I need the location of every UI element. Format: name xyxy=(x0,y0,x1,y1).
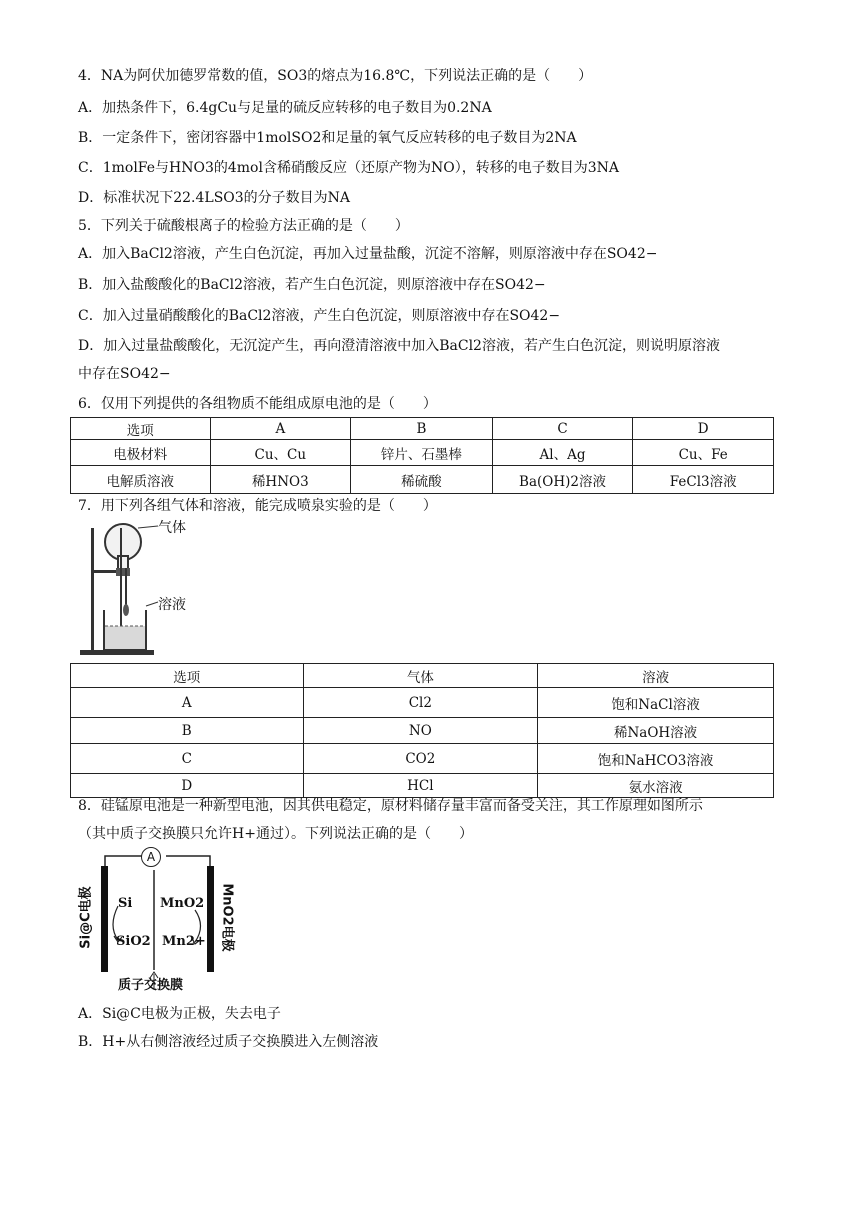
q4-option-d: D．标准状况下22.4LSO3的分子数目为NA xyxy=(78,190,351,206)
q6-cell: Ba(OH)2溶液 xyxy=(492,466,633,494)
q8-stem-line2: （其中质子交换膜只允许H+通过）。下列说法正确的是（ ） xyxy=(78,826,473,842)
q4-option-c: C．1molFe与HNO3的4mol含稀硝酸反应（还原产物为NO），转移的电子数目为3NA xyxy=(78,160,619,176)
q7-cell: CO2 xyxy=(303,744,538,774)
gas-label: 气体 xyxy=(158,520,186,536)
q6-cell: Al、Ag xyxy=(492,440,633,466)
q7-cell: HCl xyxy=(303,774,538,798)
q7-cell: 气体 xyxy=(303,664,538,688)
q7-table xyxy=(70,663,774,798)
q5-stem: 5．下列关于硫酸根离子的检验方法正确的是（ ） xyxy=(78,218,409,234)
q6-stem: 6．仅用下列提供的各组物质不能组成原电池的是（ ） xyxy=(78,396,437,412)
q6-cell: A xyxy=(210,418,351,440)
q6-cell: Cu、Cu xyxy=(210,440,351,466)
q5-option-a: A．加入BaCl2溶液，产生白色沉淀，再加入过量盐酸，沉淀不溶解，则原溶液中存在SO42− xyxy=(78,246,658,262)
q6-cell: 稀硫酸 xyxy=(351,466,493,494)
q6-cell: 电极材料 xyxy=(71,440,211,466)
ammeter-label: A xyxy=(146,850,156,864)
membrane-label: 质子交换膜 xyxy=(118,978,184,993)
q4-stem: 4．NA为阿伏加德罗常数的值，SO3的熔点为16.8℃，下列说法正确的是（ ） xyxy=(78,68,593,84)
q6-cell: 选项 xyxy=(71,418,211,440)
q6-cell: 稀HNO3 xyxy=(210,466,351,494)
q8-stem-line1: 8．硅锰原电池是一种新型电池，因其供电稳定，原材料储存量丰富而备受关注，其工作原理如图所示 xyxy=(78,798,703,814)
si-label: Si xyxy=(118,896,133,911)
q6-cell: B xyxy=(351,418,493,440)
q7-cell: B xyxy=(71,718,304,744)
q6-cell: 电解质溶液 xyxy=(71,466,211,494)
q6-cell: D xyxy=(633,418,774,440)
q7-cell: 稀NaOH溶液 xyxy=(538,718,774,744)
q7-cell: 饱和NaHCO3溶液 xyxy=(538,744,774,774)
q7-cell: 溶液 xyxy=(538,664,774,688)
mno2-label: MnO2 xyxy=(160,896,205,911)
q7-cell: NO xyxy=(303,718,538,744)
q6-table xyxy=(70,417,774,494)
q5-option-b: B．加入盐酸酸化的BaCl2溶液，若产生白色沉淀，则原溶液中存在SO42− xyxy=(78,277,546,293)
q8-option-b: B．H+从右侧溶液经过质子交换膜进入左侧溶液 xyxy=(78,1034,379,1050)
q5-option-c: C．加入过量硝酸酸化的BaCl2溶液，产生白色沉淀，则原溶液中存在SO42− xyxy=(78,308,561,324)
q7-cell: 选项 xyxy=(71,664,304,688)
q4-option-a: A．加热条件下，6.4gCu与足量的硫反应转移的电子数目为0.2NA xyxy=(78,100,492,116)
q7-cell: D xyxy=(71,774,304,798)
q6-cell: C xyxy=(492,418,633,440)
q6-cell: FeCl3溶液 xyxy=(633,466,774,494)
sio2-label: SiO2 xyxy=(116,934,151,949)
ammeter xyxy=(141,847,161,867)
q7-stem: 7．用下列各组气体和溶液，能完成喷泉实验的是（ ） xyxy=(78,498,437,514)
solution-label: 溶液 xyxy=(158,597,186,613)
q5-option-d-line1: D．加入过量盐酸酸化，无沉淀产生，再向澄清溶液中加入BaCl2溶液，若产生白色沉淀，则说明原溶液 xyxy=(78,338,720,354)
fountain-apparatus-figure xyxy=(74,518,188,660)
q8-option-a: A．Si@C电极为正极，失去电子 xyxy=(78,1006,281,1022)
q6-cell: Cu、Fe xyxy=(633,440,774,466)
left-electrode-label: Si@C电极 xyxy=(78,886,94,949)
mn2-label: Mn2+ xyxy=(162,934,206,949)
q7-cell: Cl2 xyxy=(303,688,538,718)
q7-cell: A xyxy=(71,688,304,718)
q7-cell: C xyxy=(71,744,304,774)
right-electrode-label: MnO2电极 xyxy=(219,883,235,952)
q6-cell: 锌片、石墨棒 xyxy=(351,440,493,466)
q5-option-d-line2: 中存在SO42− xyxy=(78,366,171,382)
si-mn-cell-figure xyxy=(74,846,244,996)
q4-option-b: B．一定条件下，密闭容器中1molSO2和足量的氧气反应转移的电子数目为2NA xyxy=(78,130,577,146)
q7-cell: 氨水溶液 xyxy=(538,774,774,798)
q7-cell: 饱和NaCl溶液 xyxy=(538,688,774,718)
